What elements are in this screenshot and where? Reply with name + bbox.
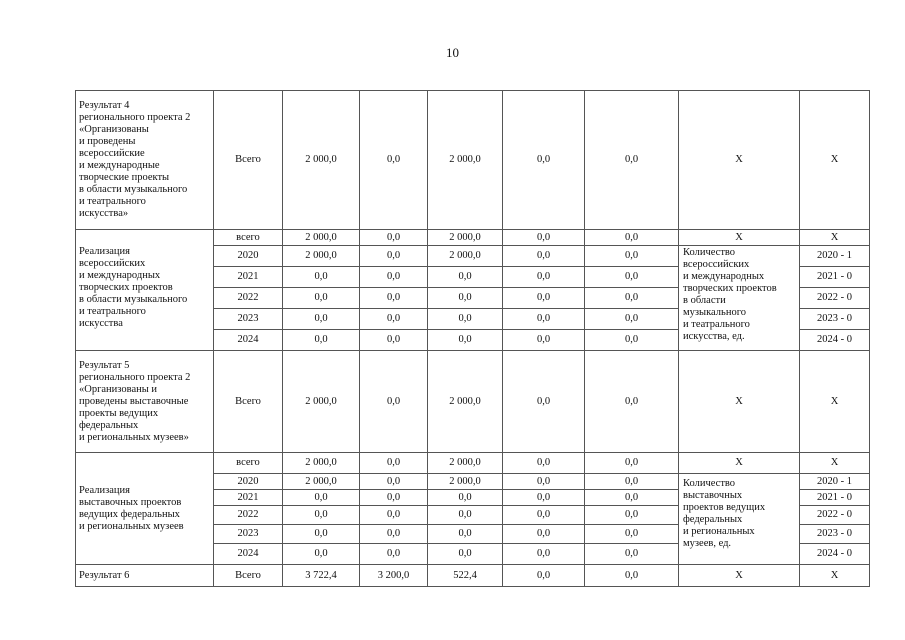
value-cell: 0,0 xyxy=(360,506,428,525)
value-cell: 2 000,0 xyxy=(283,246,360,267)
value-cell: 0,0 xyxy=(585,474,679,490)
value-cell: 0,0 xyxy=(585,506,679,525)
value-cell: 2 000,0 xyxy=(283,91,360,230)
table-row xyxy=(76,230,870,246)
value-cell: 0,0 xyxy=(428,330,503,351)
value-cell: 3 200,0 xyxy=(360,565,428,587)
value-cell: 0,0 xyxy=(585,565,679,587)
target-cell: 2023 - 0 xyxy=(800,525,870,544)
indicator-cell: Х xyxy=(679,453,800,474)
value-cell: 0,0 xyxy=(503,474,585,490)
value-cell: 0,0 xyxy=(585,525,679,544)
table-row xyxy=(76,91,870,230)
period-cell: 2021 xyxy=(214,267,283,288)
value-cell: 2 000,0 xyxy=(428,351,503,453)
period-cell: всего xyxy=(214,453,283,474)
value-cell: 0,0 xyxy=(585,351,679,453)
value-cell: 0,0 xyxy=(428,288,503,309)
value-cell: 0,0 xyxy=(428,309,503,330)
value-cell: 0,0 xyxy=(428,525,503,544)
value-cell: 0,0 xyxy=(283,288,360,309)
value-cell: 0,0 xyxy=(503,565,585,587)
value-cell: 0,0 xyxy=(503,91,585,230)
value-cell: 0,0 xyxy=(503,525,585,544)
value-cell: 0,0 xyxy=(503,490,585,506)
period-cell: Всего xyxy=(214,351,283,453)
indicator-cell: Х xyxy=(679,91,800,230)
result-name: Результат 4 регионального проекта 2 «Организованы и проведены всероссийские и международные творческие проекты в области музыкального и театрального искусства» xyxy=(76,91,214,230)
value-cell: 2 000,0 xyxy=(428,474,503,490)
value-cell: 0,0 xyxy=(585,288,679,309)
value-cell: 0,0 xyxy=(360,246,428,267)
value-cell: 0,0 xyxy=(428,506,503,525)
period-cell: 2022 xyxy=(214,288,283,309)
value-cell: 0,0 xyxy=(503,453,585,474)
value-cell: 0,0 xyxy=(360,490,428,506)
value-cell: 2 000,0 xyxy=(283,230,360,246)
target-cell: 2020 - 1 xyxy=(800,246,870,267)
target-cell: 2024 - 0 xyxy=(800,330,870,351)
value-cell: 0,0 xyxy=(585,453,679,474)
value-cell: 0,0 xyxy=(585,490,679,506)
budget-table xyxy=(75,90,870,587)
period-cell: 2023 xyxy=(214,309,283,330)
value-cell: 0,0 xyxy=(585,267,679,288)
value-cell: 0,0 xyxy=(585,246,679,267)
period-cell: Всего xyxy=(214,91,283,230)
value-cell: 0,0 xyxy=(360,474,428,490)
target-cell: 2020 - 1 xyxy=(800,474,870,490)
value-cell: 0,0 xyxy=(428,267,503,288)
period-cell: 2022 xyxy=(214,506,283,525)
value-cell: 0,0 xyxy=(585,230,679,246)
period-cell: 2024 xyxy=(214,544,283,565)
result-name: Результат 6 xyxy=(76,565,214,587)
value-cell: 0,0 xyxy=(503,544,585,565)
target-cell: Х xyxy=(800,230,870,246)
value-cell: 0,0 xyxy=(360,351,428,453)
indicator-cell: Х xyxy=(679,230,800,246)
period-cell: 2024 xyxy=(214,330,283,351)
value-cell: 0,0 xyxy=(360,309,428,330)
target-cell: 2021 - 0 xyxy=(800,267,870,288)
value-cell: 0,0 xyxy=(503,330,585,351)
period-cell: 2020 xyxy=(214,246,283,267)
target-cell: 2021 - 0 xyxy=(800,490,870,506)
value-cell: 0,0 xyxy=(503,288,585,309)
period-cell: 2021 xyxy=(214,490,283,506)
value-cell: 0,0 xyxy=(283,525,360,544)
value-cell: 0,0 xyxy=(283,330,360,351)
value-cell: 2 000,0 xyxy=(428,453,503,474)
value-cell: 2 000,0 xyxy=(428,230,503,246)
indicator-name: Количество всероссийских и международных творческих проектов в области музыкального и театрального искусства, ед. xyxy=(679,246,800,351)
value-cell: 0,0 xyxy=(283,490,360,506)
value-cell: 2 000,0 xyxy=(283,453,360,474)
table-row xyxy=(76,351,870,453)
indicator-cell: Х xyxy=(679,351,800,453)
table-row xyxy=(76,453,870,474)
value-cell: 522,4 xyxy=(428,565,503,587)
value-cell: 0,0 xyxy=(360,544,428,565)
value-cell: 0,0 xyxy=(503,351,585,453)
target-cell: Х xyxy=(800,453,870,474)
action-name: Реализация всероссийских и международных творческих проектов в области музыкального и театрального искусства xyxy=(76,230,214,351)
value-cell: 0,0 xyxy=(503,267,585,288)
value-cell: 0,0 xyxy=(585,330,679,351)
value-cell: 0,0 xyxy=(585,91,679,230)
value-cell: 0,0 xyxy=(283,309,360,330)
value-cell: 0,0 xyxy=(503,246,585,267)
target-cell: 2022 - 0 xyxy=(800,506,870,525)
action-name: Реализация выставочных проектов ведущих федеральных и региональных музеев xyxy=(76,453,214,565)
value-cell: 3 722,4 xyxy=(283,565,360,587)
value-cell: 0,0 xyxy=(360,453,428,474)
period-cell: 2023 xyxy=(214,525,283,544)
value-cell: 2 000,0 xyxy=(283,474,360,490)
target-cell: Х xyxy=(800,91,870,230)
indicator-cell: Х xyxy=(679,565,800,587)
period-cell: Всего xyxy=(214,565,283,587)
indicator-name: Количество выставочных проектов ведущих федеральных и региональных музеев, ед. xyxy=(679,474,800,565)
value-cell: 0,0 xyxy=(283,544,360,565)
value-cell: 0,0 xyxy=(360,288,428,309)
value-cell: 0,0 xyxy=(283,506,360,525)
value-cell: 2 000,0 xyxy=(283,351,360,453)
target-cell: 2023 - 0 xyxy=(800,309,870,330)
value-cell: 0,0 xyxy=(360,91,428,230)
value-cell: 0,0 xyxy=(503,506,585,525)
value-cell: 0,0 xyxy=(360,525,428,544)
page-number: 10 xyxy=(446,45,459,60)
value-cell: 0,0 xyxy=(585,309,679,330)
result-name: Результат 5 регионального проекта 2 «Организованы и проведены выставочные проекты ведущих федеральных и региональных музеев» xyxy=(76,351,214,453)
target-cell: Х xyxy=(800,351,870,453)
value-cell: 0,0 xyxy=(585,544,679,565)
value-cell: 0,0 xyxy=(360,230,428,246)
target-cell: Х xyxy=(800,565,870,587)
value-cell: 2 000,0 xyxy=(428,91,503,230)
value-cell: 0,0 xyxy=(360,267,428,288)
value-cell: 0,0 xyxy=(503,230,585,246)
value-cell: 0,0 xyxy=(283,267,360,288)
value-cell: 0,0 xyxy=(428,544,503,565)
target-cell: 2024 - 0 xyxy=(800,544,870,565)
period-cell: 2020 xyxy=(214,474,283,490)
value-cell: 0,0 xyxy=(503,309,585,330)
value-cell: 0,0 xyxy=(428,490,503,506)
value-cell: 2 000,0 xyxy=(428,246,503,267)
table-row xyxy=(76,565,870,587)
period-cell: всего xyxy=(214,230,283,246)
value-cell: 0,0 xyxy=(360,330,428,351)
target-cell: 2022 - 0 xyxy=(800,288,870,309)
